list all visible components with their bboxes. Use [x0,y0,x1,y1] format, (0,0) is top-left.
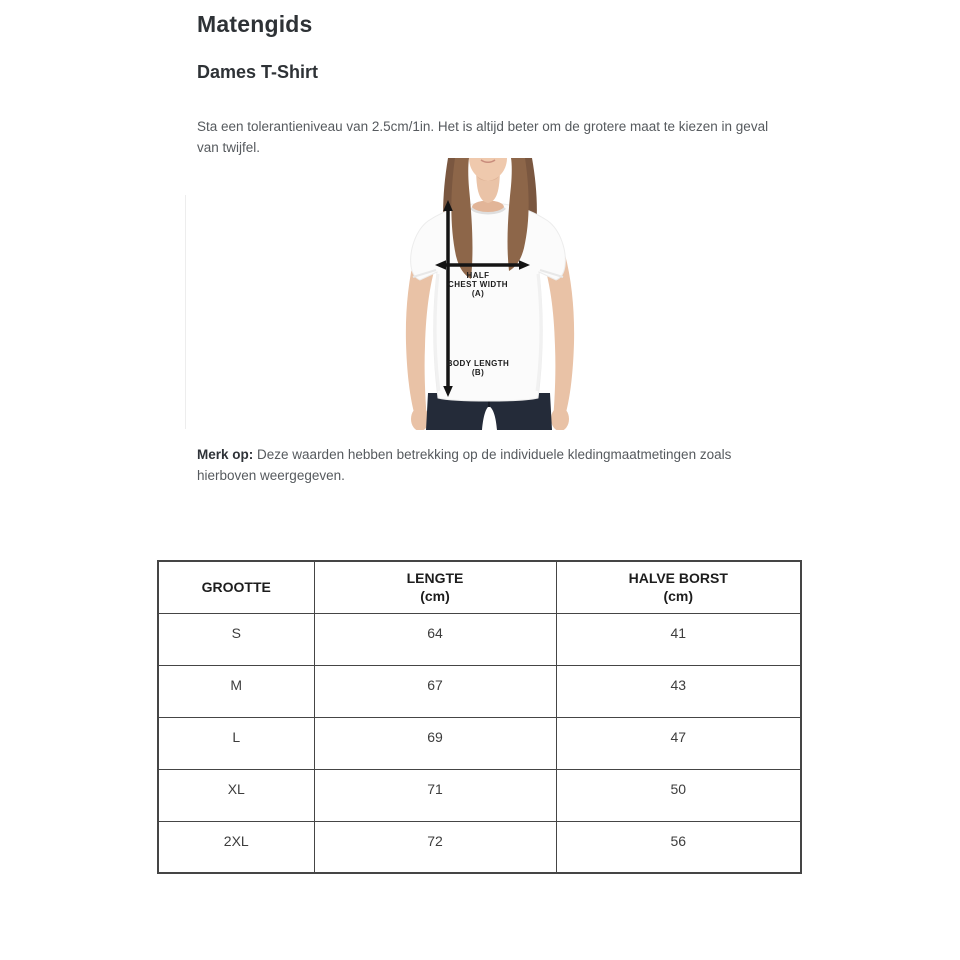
length-cell: 71 [314,769,556,821]
measurement-figure [0,158,960,430]
size-cell: S [158,613,314,665]
header-row [158,561,801,613]
length-cell: 64 [314,613,556,665]
column-header-lengte: LENGTE (cm) [314,561,556,613]
chin [469,158,507,181]
length-cell: 69 [314,717,556,769]
right-hand [551,407,569,430]
length-cell: 67 [314,665,556,717]
values-note [197,444,745,486]
half-chest-label-line3: (A) [471,289,485,298]
body-length-label-line2: (B) [471,368,485,377]
length-cell: 72 [314,821,556,873]
size-cell: XL [158,769,314,821]
half-chest-label-line1: HALF [466,271,490,280]
tshirt-measurement-illustration [360,158,620,430]
size-cell: 2XL [158,821,314,873]
page-title: Matengids [197,11,313,37]
half-chest-cell: 56 [556,821,801,873]
table-row [158,821,801,873]
column-header-grootte: GROOTTE [158,561,314,613]
note-text: Deze waarden hebben betrekking op de individuele kledingmaatmetingen zoals hierboven weergegeven. [197,447,732,483]
half-chest-cell: 41 [556,613,801,665]
column-header-halve-borst: HALVE BORST (cm) [556,561,801,613]
half-chest-cell: 47 [556,717,801,769]
size-table [157,560,802,874]
body-length-label-line1: BODY LENGTH [446,359,510,368]
half-chest-cell: 43 [556,665,801,717]
product-subtitle: Dames T-Shirt [197,62,319,82]
tolerance-note: Sta een tolerantieniveau van 2.5cm/1in. Het is altijd beter om de grotere maat te kiezen in geval van twijfel. [197,119,769,155]
table-row [158,769,801,821]
half-chest-cell: 50 [556,769,801,821]
half-chest-label-line2: CHEST WIDTH [448,280,508,289]
figure-left-edge [185,195,186,429]
table-row [158,613,801,665]
table-row [158,717,801,769]
size-cell: M [158,665,314,717]
note-label: Merk op: [197,447,254,462]
size-cell: L [158,717,314,769]
table-row [158,665,801,717]
tshirt-body [411,203,566,401]
